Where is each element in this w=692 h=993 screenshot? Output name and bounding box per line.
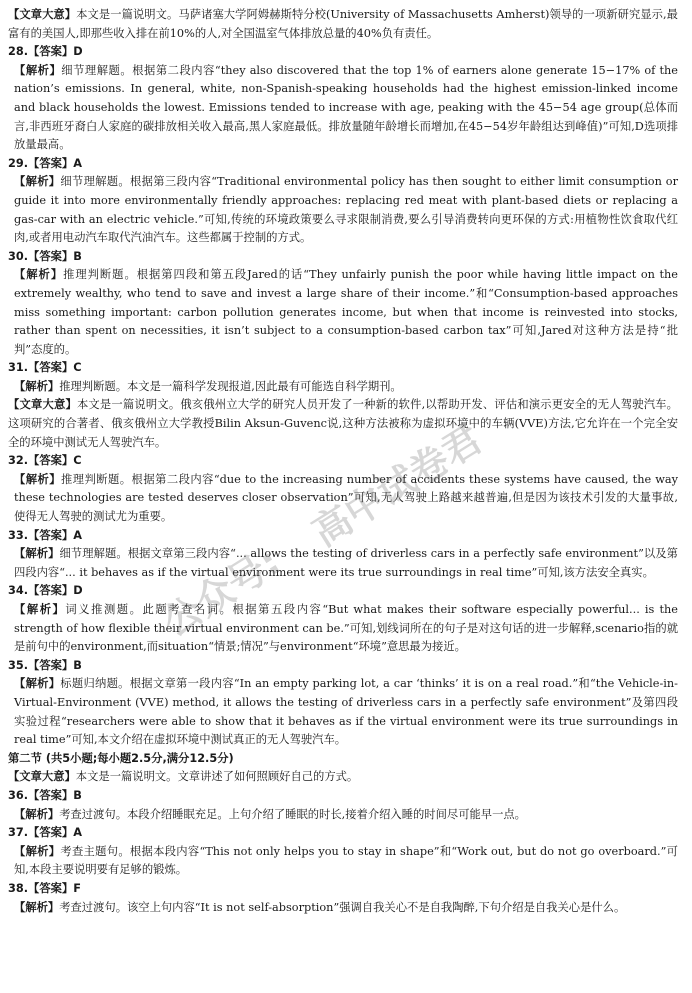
answer-value: C: [73, 454, 82, 468]
answer-label: 【答案】: [28, 249, 74, 263]
article-summary: [8, 396, 678, 452]
analysis-label: 【解析】: [14, 379, 60, 393]
article-summary: [8, 6, 678, 43]
analysis-label: 【解析】: [14, 63, 62, 77]
analysis-label: 【解析】: [14, 677, 61, 691]
analysis-paragraph: [8, 806, 678, 825]
article-summary: [8, 768, 678, 787]
analysis-label: 【解析】: [14, 603, 66, 616]
answer-label: 【答案】: [28, 584, 74, 598]
analysis-text: 细节理解题。根据第三段内容“Traditional environmental policy has then sought to either limit consumption or guide it into more environmentally friendly approaches: replacing red meat with plant-based diets or replacing a gas-car with an electric vehicle.”可知,传统的环境政策要么寻求限制消费,要么引导消费转向更环保的方式:用植物性饮食取代红肉,或者用电动汽车取代汽油汽车。这些都属于控制的方式。: [14, 175, 678, 245]
analysis-text: 考查过渡句。该空上句内容“It is not self-absorption”强调自我关心不是自我陶醉,下句介绍是自我关心是什么。: [59, 900, 626, 914]
question-number: 32.: [8, 454, 29, 468]
answer-value: A: [73, 826, 82, 840]
question-number: 31.: [8, 361, 29, 375]
answer-value: D: [73, 584, 83, 598]
answer-value: C: [73, 361, 82, 375]
watermark-text-1: 公众号:: [154, 539, 288, 645]
question-number: 33.: [8, 528, 29, 542]
analysis-paragraph: [8, 545, 678, 582]
summary-label: 【文章大意】: [8, 770, 76, 784]
analysis-paragraph: [8, 899, 678, 918]
answer-line: [8, 43, 678, 62]
answer-line: [8, 155, 678, 174]
answer-value: B: [73, 788, 82, 802]
answer-label: 【答案】: [28, 881, 74, 895]
question-number: 38.: [8, 881, 29, 895]
answer-line: [8, 880, 678, 899]
answer-value: F: [73, 881, 81, 895]
question-number: 28.: [8, 45, 29, 59]
analysis-text: 词义推测题。此题考查名词。根据第五段内容“But what makes their software especially powerful... is the strength of how flexible their virtual environment can be.”可知,划线词所在的句子是对这句话的进一步解释,scenario指的就是前句中的environment,而situation“情景;情况”与environment“环境”意思最为接近。: [14, 603, 678, 654]
analysis-paragraph: [8, 601, 678, 657]
answer-label: 【答案】: [28, 658, 74, 672]
analysis-label: 【解析】: [14, 175, 61, 189]
answer-label: 【答案】: [28, 361, 74, 375]
analysis-label: 【解析】: [14, 807, 60, 821]
analysis-text: 推理判断题。根据第二段内容“due to the increasing number of accidents these systems have caused, the way these technologies are tested deserves closer observation”可知,无人驾驶上路越来越普遍,但是因为该技术引发的大量事故,使得无人驾驶的测试尤为重要。: [14, 472, 678, 524]
answer-label: 【答案】: [28, 45, 74, 59]
answer-value: B: [73, 249, 82, 263]
answer-line: [8, 527, 678, 546]
answer-line: [8, 582, 678, 601]
summary-text: 本文是一篇说明文。文章讲述了如何照顾好自己的方式。: [75, 770, 359, 784]
answer-line: [8, 657, 678, 676]
analysis-text: 考查过渡句。本段介绍睡眠充足。上句介绍了睡眠的时长,接着介绍入睡的时间尽可能早一点。: [59, 807, 526, 821]
analysis-text: 标题归纳题。根据文章第一段内容“In an empty parking lot, a car ‘thinks’ it is on a real road.”和“the Vehicle-in-Virtual-Environment (VVE) method, it allows the testing of driverless cars in a perfectly safe environment”及第四段实验过程“researchers were able to show that it behaves as if the virtual environment were its true surroundings in real time”可知,本文介绍在虚拟环境中测试真正的无人驾驶汽车。: [14, 677, 678, 747]
analysis-paragraph: [8, 471, 678, 527]
summary-text: 本文是一篇说明文。俄亥俄州立大学的研究人员开发了一种新的软件,以帮助开发、评估和演示更安全的无人驾驶汽车。这项研究的合著者、俄亥俄州立大学教授Bilin Aksun-Guvenc说,这种方法被称为虚拟环境中的车辆(VVE)方法,它允许在一个完全安全的环境中测试无人驾驶汽车。: [8, 398, 678, 449]
answer-line: [8, 787, 678, 806]
analysis-label: 【解析】: [14, 547, 60, 561]
question-number: 36.: [8, 788, 29, 802]
analysis-text: 考查主题句。根据本段内容“This not only helps you to stay in shape”和“Work out, but do not go overboard.”可知,本段主要说明要有足够的锻炼。: [14, 844, 678, 877]
answer-value: B: [73, 658, 82, 672]
analysis-paragraph: [8, 173, 678, 247]
analysis-text: 细节理解题。根据文章第三段内容“... allows the testing of driverless cars in a perfectly safe environment”以及第四段内容“... it behaves as if the virtual environment were its true surroundings in real time”可知,该方法安全真实。: [14, 547, 678, 579]
analysis-text: 细节理解题。根据第二段内容“they also discovered that the top 1% of earners alone generate 15−17% of the nation’s emissions. In general, white, non-Spanish-speaking households had the highest emission-linked income and black households the lowest. Emissions tended to increase with age, peaking with the 45−54 age group(总体而言,非西班牙裔白人家庭的碳排放相关收入最高,黑人家庭最低。排放量随年龄增长而增加,在45−54岁年龄组达到峰值)”可知,D选项排放量最高。: [14, 63, 678, 152]
question-number: 29.: [8, 156, 29, 170]
analysis-paragraph: [8, 62, 678, 155]
answer-label: 【答案】: [28, 528, 74, 542]
watermark-text-2: 高中试卷君: [304, 416, 490, 555]
analysis-paragraph: [8, 266, 678, 359]
answer-label: 【答案】: [28, 826, 74, 840]
analysis-label: 【解析】: [14, 900, 60, 914]
answer-line: [8, 248, 678, 267]
answer-label: 【答案】: [28, 788, 74, 802]
answer-label: 【答案】: [28, 454, 74, 468]
analysis-paragraph: [8, 675, 678, 749]
answer-value: D: [73, 45, 83, 59]
analysis-label: 【解析】: [14, 268, 64, 282]
summary-label: 【文章大意】: [8, 8, 77, 21]
analysis-paragraph: [8, 843, 678, 880]
analysis-label: 【解析】: [14, 472, 62, 486]
question-number: 34.: [8, 584, 29, 598]
summary-label: 【文章大意】: [8, 398, 77, 412]
answer-line: [8, 452, 678, 471]
answer-line: [8, 824, 678, 843]
question-number: 35.: [8, 658, 29, 672]
analysis-paragraph: [8, 378, 678, 397]
section-title: 第二节 (共5小题;每小题2.5分,满分12.5分): [8, 751, 234, 765]
answer-value: A: [73, 528, 82, 542]
analysis-text: 推理判断题。根据第四段和第五段Jared的话“They unfairly punish the poor while having little impact on the extremely wealthy, who tend to save and invest a large share of their income.”和“Consumption-based approaches miss something important: carbon pollution generates income, but when that income is reinvested into stocks, rather than spent on necessities, it isn’t subject to a consumption-based carbon tax”可知,Jared对这种方法是持“批判”态度的。: [14, 268, 678, 356]
answer-line: [8, 359, 678, 378]
analysis-label: 【解析】: [14, 844, 61, 858]
answer-value: A: [73, 156, 82, 170]
question-number: 37.: [8, 826, 29, 840]
summary-text: 本文是一篇说明文。马萨诸塞大学阿姆赫斯特分校(University of Massachusetts Amherst)领导的一项新研究显示,最富有的美国人,即那些收入排在前10%的人,对全国温室气体排放总量的40%负有责任。: [8, 8, 678, 40]
question-number: 30.: [8, 249, 29, 263]
analysis-text: 推理判断题。本文是一篇科学发现报道,因此最有可能选自科学期刊。: [59, 379, 402, 393]
answer-label: 【答案】: [28, 156, 74, 170]
